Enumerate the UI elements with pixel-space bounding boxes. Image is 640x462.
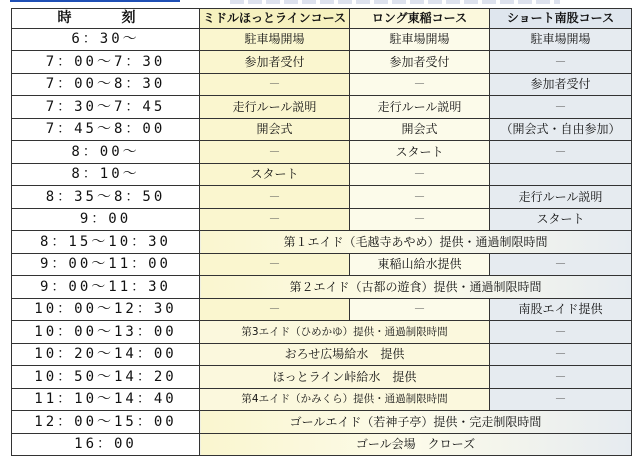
course-long-cell: スタート [350,141,490,164]
table-row [12,343,632,366]
table-row [12,208,632,231]
table-row [12,28,632,51]
course-short-cell: － [490,141,632,164]
table-row [12,366,632,389]
table-row [12,51,632,74]
course-long-cell: － [350,208,490,231]
all-courses-cell: ゴールエイド（若神子亭）提供・完走制限時間 [200,411,632,434]
course-short-cell: － [490,51,632,74]
time-cell: 9：00 [12,208,200,231]
table-row [12,141,632,164]
middle-long-cell: おろせ広場給水 提供 [200,343,490,366]
time-cell: 9：00～11：00 [12,253,200,276]
course-short-cell: － [490,388,632,411]
table-row [12,231,632,254]
course-middle-cell: － [200,141,350,164]
course-long-cell: － [350,298,490,321]
header-course-middle: ミドルほっとラインコース [200,9,350,29]
time-cell: 9：00～11：30 [12,276,200,299]
time-cell: 11：10～14：40 [12,388,200,411]
table-row [12,321,632,344]
middle-long-cell: 第4エイド（かみくら）提供・通過制限時間 [200,388,490,411]
time-cell: 7：30～7：45 [12,96,200,119]
course-middle-cell: 参加者受付 [200,51,350,74]
table-row [12,433,632,456]
course-short-cell [490,163,632,186]
course-middle-cell: 走行ルール説明 [200,96,350,119]
schedule-table [11,8,632,456]
course-middle-cell: － [200,253,350,276]
course-short-cell: － [490,343,632,366]
course-middle-cell: － [200,298,350,321]
time-cell: 7：45～8：00 [12,118,200,141]
header-course-long: ロング東稲コース [350,9,490,29]
header-time: 時 刻 [12,9,200,29]
course-middle-cell: 駐車場開場 [200,28,350,51]
course-short-cell: － [490,253,632,276]
time-cell: 10：50～14：20 [12,366,200,389]
course-short-cell: 参加者受付 [490,73,632,96]
time-cell: 8：15～10：30 [12,231,200,254]
table-row [12,163,632,186]
course-short-cell: スタート [490,208,632,231]
course-long-cell: － [350,186,490,209]
course-short-cell: （開会式・自由参加） [490,118,632,141]
course-short-cell: 走行ルール説明 [490,186,632,209]
top-blue-rule [10,0,180,2]
middle-long-cell: 第3エイド（ひめかゆ）提供・通過制限時間 [200,321,490,344]
course-middle-cell: － [200,73,350,96]
time-cell: 8：10～ [12,163,200,186]
course-short-cell: － [490,321,632,344]
time-cell: 10：00～12：30 [12,298,200,321]
time-cell: 7：00～7：30 [12,51,200,74]
table-row [12,388,632,411]
course-long-cell: 駐車場開場 [350,28,490,51]
time-cell: 10：00～13：00 [12,321,200,344]
time-cell: 10：20～14：00 [12,343,200,366]
table-row [12,298,632,321]
course-long-cell: 開会式 [350,118,490,141]
course-long-cell: 走行ルール説明 [350,96,490,119]
top-faint-strip [230,0,560,4]
all-courses-cell: 第２エイド（古都の遊食）提供・通過制限時間 [200,276,632,299]
table-row [12,411,632,434]
middle-long-cell: ほっとライン峠給水 提供 [200,366,490,389]
course-long-cell: 東稲山給水提供 [350,253,490,276]
time-cell: 12：00～15：00 [12,411,200,434]
all-courses-cell: ゴール会場 クローズ [200,433,632,456]
header-course-short: ショート南股コース [490,9,632,29]
course-short-cell: 駐車場開場 [490,28,632,51]
table-row [12,253,632,276]
course-middle-cell: － [200,208,350,231]
course-long-cell: 参加者受付 [350,51,490,74]
course-middle-cell: スタート [200,163,350,186]
table-row [12,186,632,209]
time-cell: 7：00～8：30 [12,73,200,96]
course-long-cell: － [350,163,490,186]
table-row [12,73,632,96]
table-row [12,96,632,119]
all-courses-cell: 第１エイド（毛越寺あやめ）提供・通過制限時間 [200,231,632,254]
course-short-cell: 南股エイド提供 [490,298,632,321]
course-long-cell: － [350,73,490,96]
table-row [12,276,632,299]
time-cell: 6：30～ [12,28,200,51]
time-cell: 16：00 [12,433,200,456]
top-decoration [0,0,640,7]
course-short-cell: － [490,366,632,389]
course-middle-cell: － [200,186,350,209]
header-row [12,9,632,29]
table-row [12,118,632,141]
course-short-cell: － [490,96,632,119]
time-cell: 8：35～8：50 [12,186,200,209]
time-cell: 8：00～ [12,141,200,164]
course-middle-cell: 開会式 [200,118,350,141]
